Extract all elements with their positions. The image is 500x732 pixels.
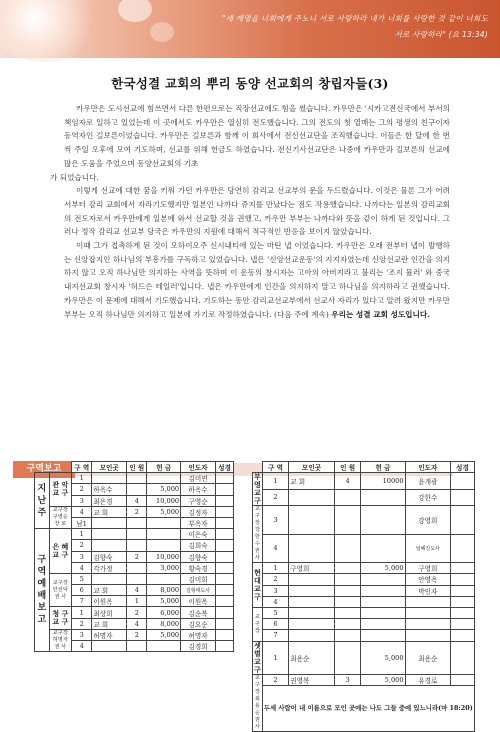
table-cell: 2 xyxy=(72,484,92,495)
table-cell: 7 xyxy=(262,630,289,641)
col-header: 모인곳 xyxy=(92,462,127,473)
table-cell: 4 xyxy=(72,562,92,573)
table-cell xyxy=(334,619,361,630)
table-row xyxy=(253,685,475,720)
table-cell xyxy=(289,607,335,618)
paragraph: 이렇게 선교에 대한 꿈을 키워 가던 카우만은 당연히 감리교 선교부의 문을 두드렸습니다. 이것은 물론 그가 어려서부터 감리 교회에서 자라기도했지만 일본인 나까다 쥬지를 만났다는 점도 작용했습니다. 나까다는 일본의 감리교회의 전도자로서 카우만에게 일본에 와서 선교할 것을 권했고, 카우만 부부는 나까다와 뜻을 같이 하게 된 것입니다. 그러나 정작 감리교 선교부 당국은 카우만의 지원에 대해서 적극적인 반응을 보이지 않았습니다. xyxy=(64,186,450,237)
table-cell xyxy=(451,534,475,563)
table-cell: 하옥수 xyxy=(92,484,127,495)
table-cell: 1 xyxy=(127,596,147,607)
table-cell xyxy=(451,607,475,618)
table-cell xyxy=(405,619,451,630)
table-row xyxy=(253,641,475,674)
table-cell xyxy=(147,517,181,528)
table-cell: 김희숙 xyxy=(181,540,216,551)
table-cell xyxy=(289,619,335,630)
table-cell xyxy=(361,506,405,535)
table-row xyxy=(253,506,475,535)
table-cell: 5 xyxy=(262,607,289,618)
table-cell xyxy=(92,473,127,484)
table-cell: 2 xyxy=(262,574,289,585)
table-cell: 최용순 xyxy=(405,641,451,674)
page-title: 한국성결 교회의 뿌리 동양 선교회의 창립자들(3) xyxy=(111,76,389,91)
table-cell: 임혜진도사 xyxy=(405,534,451,563)
table-cell xyxy=(451,596,475,607)
table-cell: 구영순 xyxy=(181,495,216,506)
table-cell xyxy=(215,618,233,629)
col-header: 인도자 xyxy=(181,462,216,473)
col-header: 구 역 xyxy=(262,462,289,473)
table-cell: 부옥자 xyxy=(181,517,216,528)
table-cell xyxy=(289,596,335,607)
table-cell: 김정자 xyxy=(181,506,216,517)
table-cell: 김형태도사 xyxy=(181,585,216,596)
table-cell xyxy=(127,517,147,528)
table-cell xyxy=(215,506,233,517)
table-cell: 5 xyxy=(72,573,92,584)
table-cell: 김순복 xyxy=(181,607,216,618)
section-label: 구 역 예 배 보 고 xyxy=(35,529,50,652)
table-row xyxy=(253,630,475,641)
table-cell xyxy=(215,551,233,562)
table-cell: 3 xyxy=(262,506,289,535)
col-header: 인 원 xyxy=(127,462,147,473)
table-cell xyxy=(215,629,233,640)
table-cell: 5,000 xyxy=(361,641,405,674)
petal-decoration xyxy=(118,0,152,22)
table-cell: 허명자 xyxy=(92,629,127,640)
header-banner xyxy=(0,0,500,58)
col-header: 모인곳 xyxy=(289,462,335,473)
district-name: 부 영 교 구 xyxy=(254,472,261,506)
section-label: 지 난 주 xyxy=(35,473,50,529)
table-cell: 권영복 xyxy=(289,674,335,685)
table-cell: 남1 xyxy=(72,517,92,528)
table-cell xyxy=(127,573,147,584)
table-cell xyxy=(92,540,127,551)
table-cell xyxy=(215,540,233,551)
col-header: 성경 xyxy=(451,462,475,473)
table-cell: 2 xyxy=(262,489,289,506)
district-name: 현 대 교 구 xyxy=(253,563,263,608)
paragraph-continuation: 가 되었습니다. xyxy=(50,172,99,182)
table-cell: 황숙경 xyxy=(181,562,216,573)
table-cell: 김경희 xyxy=(181,641,216,652)
table-cell: 2 xyxy=(127,607,147,618)
table-cell: 안영옥 xyxy=(405,574,451,585)
report-table-left xyxy=(34,461,234,652)
table-row xyxy=(35,629,234,640)
table-cell xyxy=(289,585,335,596)
table-cell: 2 xyxy=(127,506,147,517)
table-cell: 최상희 xyxy=(92,607,127,618)
table-cell xyxy=(361,596,405,607)
table-cell xyxy=(127,540,147,551)
report-tab-label: 구역보고 xyxy=(13,461,75,478)
table-row xyxy=(253,607,475,618)
table-cell: 교 회 xyxy=(289,473,335,490)
col-header: 성경 xyxy=(215,462,233,473)
district-leader: 교구장 허명자 권 사 xyxy=(49,629,71,651)
table-cell xyxy=(289,506,335,535)
table-cell: 3 xyxy=(72,629,92,640)
table-cell xyxy=(451,563,475,574)
table-cell xyxy=(215,596,233,607)
table-cell: 10000 xyxy=(361,473,405,490)
table-header-row xyxy=(35,462,234,473)
table-cell: 10,000 xyxy=(147,551,181,562)
table-row xyxy=(35,607,234,618)
table-cell: 1 xyxy=(262,563,289,574)
table-cell: 3,000 xyxy=(147,562,181,573)
table-cell: 하옥수 xyxy=(181,484,216,495)
table-cell: 최은경 xyxy=(92,495,127,506)
table-cell: 교 회 xyxy=(92,585,127,596)
table-cell: 김향숙 xyxy=(92,551,127,562)
table-cell xyxy=(92,529,127,540)
table-cell: 5,000 xyxy=(361,674,405,685)
col-header: 인도자 xyxy=(405,462,451,473)
table-cell xyxy=(147,473,181,484)
table-cell: 2 xyxy=(127,551,147,562)
table-cell xyxy=(215,562,233,573)
table-cell: 김향숙 xyxy=(181,551,216,562)
table-cell: 4 xyxy=(72,641,92,652)
table-cell: 허명자 xyxy=(181,629,216,640)
table-cell: 이원옥 xyxy=(181,596,216,607)
table-cell xyxy=(405,630,451,641)
district-leader: 교구장 강한수 권 사 xyxy=(253,506,263,563)
table-cell xyxy=(334,585,361,596)
table-cell xyxy=(289,630,335,641)
district-leader: 교구장 최용순 권 사 xyxy=(253,674,263,731)
table-cell xyxy=(92,573,127,584)
table-cell: 5,000 xyxy=(147,596,181,607)
table-cell: 2 xyxy=(262,674,289,685)
table-cell: 1 xyxy=(262,641,289,674)
table-cell xyxy=(147,573,181,584)
table-cell xyxy=(289,574,335,585)
table-cell: 8,000 xyxy=(147,585,181,596)
table-cell: 김요순 xyxy=(181,618,216,629)
table-cell: 이원옥 xyxy=(92,596,127,607)
table-cell xyxy=(451,506,475,535)
col-header: 헌 금 xyxy=(147,462,181,473)
col-header: 헌 금 xyxy=(361,462,405,473)
district-name: 관 악 교 구 xyxy=(49,473,71,507)
table-cell xyxy=(361,534,405,563)
table-cell: 5,000 xyxy=(147,506,181,517)
table-cell xyxy=(215,573,233,584)
table-cell xyxy=(405,596,451,607)
table-cell xyxy=(334,534,361,563)
table-cell xyxy=(361,630,405,641)
table-cell: 1 xyxy=(72,529,92,540)
table-cell xyxy=(147,641,181,652)
district-name: 셋 별 교 구 xyxy=(254,640,261,674)
table-cell: 4 xyxy=(127,618,147,629)
table-cell: 3 xyxy=(334,674,361,685)
table-cell: 7 xyxy=(72,596,92,607)
table-cell xyxy=(127,641,147,652)
table-cell xyxy=(451,630,475,641)
table-row xyxy=(253,619,475,630)
table-cell: 2 xyxy=(72,618,92,629)
table-cell xyxy=(215,517,233,528)
table-cell xyxy=(334,506,361,535)
table-cell xyxy=(289,489,335,506)
table-cell: 김미희 xyxy=(181,573,216,584)
table-cell xyxy=(127,529,147,540)
table-cell: 강영희 xyxy=(405,506,451,535)
district-name: 은 혜 교 구 xyxy=(49,529,71,574)
report-table-right xyxy=(252,461,475,732)
closing-motto: 우리는 성결 교회 성도입니다. xyxy=(331,309,430,319)
table-row xyxy=(35,506,234,517)
table-row xyxy=(253,585,475,596)
paragraph-text: 이때 그가 접촉하게 된 것이 오하이오주 신시내티에 있는 마틴 냅 이었습니다. 카우만은 오래 전부터 냅이 발행하는 신앙잡지인 하나님의 부흥가를 구독하고 있었습니다. 냅은 '신앙선교운동'의 지지자였는데 신앙선교란 인간을 의지하지 않고 오직 하나님만 의지하는 사역을 뜻하며 이 운동의 창시자는 고아의 아버지라고 불리는 '조지 뮬러' 와 중국내지선교회 창시자 '허드슨 테일러'입니다. 냅은 카우만에게 인간을 의지하지 말고 하나님을 의지하라고 권했습니다. 카우만은 이 문제에 대해서 기도했습니다. 기도하는 동안 감리교선교부에서 선교사 자리가 있다고 알려 왔지만 카우만 부부는 오직 하나님만 의지하고 일본에 가기로 작정하였습니다. (다음 주에 계속) xyxy=(64,241,450,319)
table-cell xyxy=(334,489,361,506)
table-cell: 박인자 xyxy=(405,585,451,596)
table-cell xyxy=(361,489,405,506)
table-cell xyxy=(361,619,405,630)
table-row xyxy=(253,674,475,685)
table-cell: 구영희 xyxy=(289,563,335,574)
table-cell xyxy=(334,630,361,641)
table-cell xyxy=(361,607,405,618)
table-cell xyxy=(451,674,475,685)
table-cell: 이은숙 xyxy=(181,529,216,540)
table-cell: 윤개광 xyxy=(405,473,451,490)
district-name: 청 구 교 구 xyxy=(49,607,71,629)
table-cell: 2 xyxy=(127,629,147,640)
table-cell xyxy=(451,574,475,585)
district-leader: 교구장 안선덕 권 사 xyxy=(49,573,71,607)
table-cell: 6 xyxy=(262,619,289,630)
table-header-row xyxy=(253,462,475,473)
table-cell: 1 xyxy=(72,607,92,618)
table-cell xyxy=(215,529,233,540)
table-cell xyxy=(451,619,475,630)
table-cell xyxy=(127,484,147,495)
table-cell xyxy=(334,641,361,674)
table-cell: 3 xyxy=(72,551,92,562)
table-cell xyxy=(215,484,233,495)
table-cell: 5,000 xyxy=(147,629,181,640)
petal-decoration xyxy=(150,22,174,42)
table-cell: 4 xyxy=(334,473,361,490)
table-row xyxy=(35,473,234,484)
table-cell xyxy=(451,473,475,490)
table-cell xyxy=(147,529,181,540)
table-row xyxy=(35,573,234,584)
table-cell: 1 xyxy=(72,473,92,484)
table-cell xyxy=(215,641,233,652)
table-cell: 5,000 xyxy=(361,563,405,574)
table-cell: 강한수 xyxy=(405,489,451,506)
table-cell xyxy=(451,585,475,596)
table-cell xyxy=(127,473,147,484)
paragraph xyxy=(64,239,450,321)
table-cell: 1 xyxy=(262,473,289,490)
table-cell xyxy=(361,574,405,585)
table-cell: 3 xyxy=(72,495,92,506)
table-cell xyxy=(361,585,405,596)
table-row xyxy=(253,489,475,506)
table-cell: 4 xyxy=(262,596,289,607)
table-cell: 6,000 xyxy=(147,607,181,618)
header-verse: "새 계명을 너희에게 주노니 서로 사랑하라 내가 너희를 사랑한 것 같이 너희도 서로 사랑하라" (요 13:34) xyxy=(221,14,488,39)
table-cell: 3 xyxy=(262,585,289,596)
table-row xyxy=(253,574,475,585)
table-row xyxy=(253,596,475,607)
col-header: 인 원 xyxy=(334,462,361,473)
table-cell: 8,000 xyxy=(147,618,181,629)
table-cell xyxy=(147,540,181,551)
table-cell xyxy=(289,534,335,563)
flower-decoration xyxy=(0,0,106,62)
table-cell xyxy=(215,585,233,596)
col-header: 구 역 xyxy=(72,462,92,473)
table-cell xyxy=(334,563,361,574)
table-cell: 4 xyxy=(127,585,147,596)
table-cell: 구영희 xyxy=(405,563,451,574)
table-cell: 4 xyxy=(127,495,147,506)
article-body xyxy=(50,102,450,321)
table-cell xyxy=(215,473,233,484)
table-cell xyxy=(451,641,475,674)
table-cell xyxy=(92,641,127,652)
table-cell: 5,000 xyxy=(147,484,181,495)
scripture-note: 두세 사람이 내 이름으로 모인 곳에는 나도 그들 중에 있느니라(마 18:20) xyxy=(262,685,474,731)
table-cell: 김미연 xyxy=(181,473,216,484)
table-cell xyxy=(334,607,361,618)
table-cell: 6 xyxy=(72,585,92,596)
district-leader: 교구장 xyxy=(253,607,263,641)
table-row xyxy=(253,534,475,563)
table-cell xyxy=(334,596,361,607)
table-cell xyxy=(127,562,147,573)
table-cell: 유경로 xyxy=(405,674,451,685)
table-cell: 4 xyxy=(262,534,289,563)
paragraph: 카우만은 도시선교에 힘쓰면서 다른 한편으로는 직장선교에도 힘을 썼습니다. 카우만은 '시카고전신국에서 부서의 책임자로 일하고 있었는데 이 곳에서도 카우만은 열심히 전도했습니다. 그의 전도의 첫 열매는 그의 평생의 친구이자 동역자인 길보른이었습니다. 카우만은 길보른과 함께 이 회사에서 전신선교단을 조직했습니다. 이들은 한 달에 한 번씩 주일 오후에 모여 기도하며, 선교를 위해 헌금도 하였습니다. 전신기사선교단은 나중에 카우만과 길보른의 선교에 많은 도움을 주었으며 동양선교회의 기초 xyxy=(64,104,450,168)
table-cell: 10,000 xyxy=(147,495,181,506)
district-leader: 교구장 구영순 장 로 xyxy=(49,506,71,528)
table-row xyxy=(35,529,234,540)
table-cell: 교 회 xyxy=(92,618,127,629)
table-cell: 각가정 xyxy=(92,562,127,573)
table-cell xyxy=(451,489,475,506)
table-row xyxy=(253,473,475,490)
table-cell xyxy=(405,607,451,618)
table-cell: 교 회 xyxy=(92,506,127,517)
table-cell: 최용순 xyxy=(289,641,335,674)
table-row xyxy=(253,563,475,574)
table-cell: 2 xyxy=(72,540,92,551)
table-cell xyxy=(334,574,361,585)
table-cell xyxy=(92,517,127,528)
table-cell: 4 xyxy=(72,506,92,517)
table-cell xyxy=(215,495,233,506)
table-cell xyxy=(215,607,233,618)
